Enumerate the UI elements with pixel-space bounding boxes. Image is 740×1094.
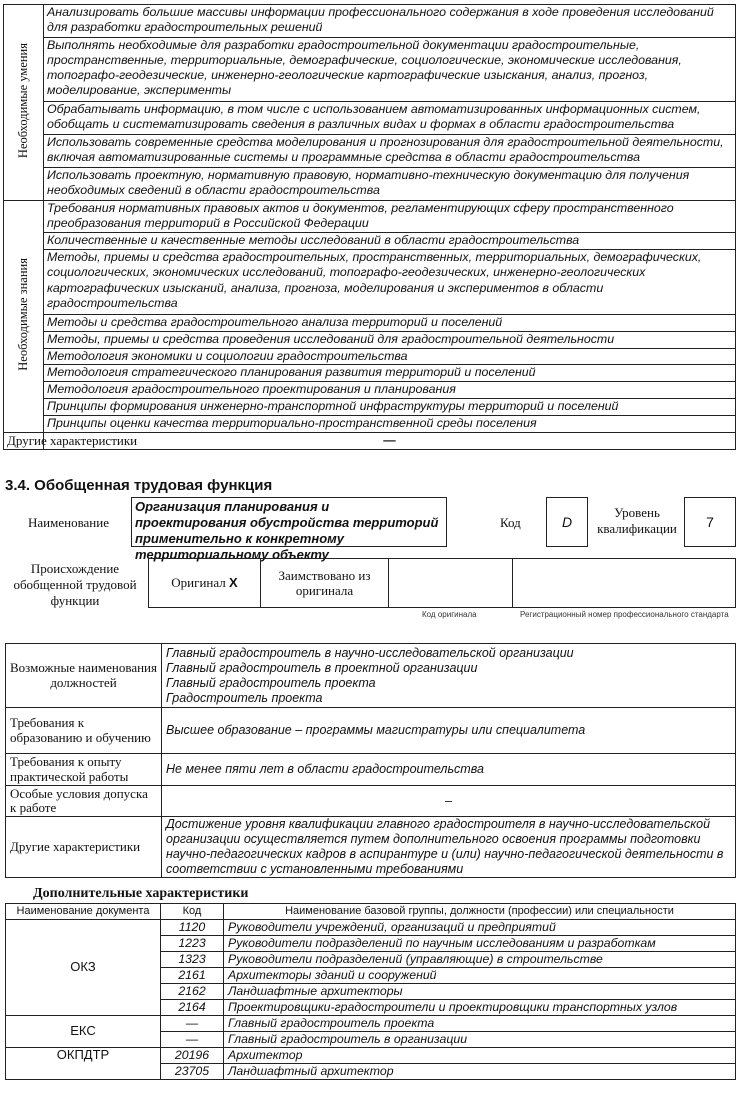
knowledge-item: Количественные и качественные методы исследований в области градостроительства (44, 233, 736, 250)
code-cell: 2162 (161, 984, 224, 1000)
table-row (4, 167, 736, 200)
table-row (4, 399, 736, 416)
registration-number-cell (513, 559, 736, 608)
table-row (6, 920, 736, 936)
doc-eks: ЕКС (6, 1016, 161, 1048)
code-box (546, 497, 588, 547)
name-label: Наименование (28, 515, 109, 530)
experience-value: Не менее пяти лет в области градостроительства (162, 754, 736, 786)
knowledge-item: Методы, приемы и средства проведения исследований для градостроительной деятельности (44, 331, 736, 348)
other-label: Другие характеристики (6, 817, 162, 878)
title-item: Градостроитель проекта (166, 690, 323, 705)
header-name: Наименование базовой группы, должности (профессии) или специальности (224, 904, 736, 920)
code-label: Код (500, 515, 521, 530)
table-header-row (6, 904, 736, 920)
conditions-label: Особые условия допуска к работе (6, 786, 162, 817)
table-row (4, 382, 736, 399)
origin-label: Происхождение обобщенной трудовой функции (13, 561, 137, 608)
code-cell: 1323 (161, 952, 224, 968)
knowledge-group-label-cell (4, 200, 44, 433)
name-cell: Проектировщики-градостроители и проектировщики транспортных узлов (224, 1000, 736, 1016)
conditions-value: – (162, 786, 736, 817)
name-cell: Ландшафтный архитектор (224, 1064, 736, 1080)
skills-group-label: Необходимые умения (15, 42, 30, 158)
doc-okpdtr: ОКПДТР (6, 1048, 161, 1080)
code-cell: 2164 (161, 1000, 224, 1016)
table-row (4, 5, 736, 38)
knowledge-item: Принципы формирования инженерно-транспортной инфраструктуры территорий и поселений (44, 399, 736, 416)
name-cell: Главный градостроитель в организации (224, 1032, 736, 1048)
knowledge-item: Требования нормативных правовых актов и документов, регламентирующих сферу пространственного преобразования территорий в Российской Федерации (44, 200, 736, 233)
education-value: Высшее образование – программы магистратуры или специалитета (162, 708, 736, 754)
knowledge-item: Принципы оценки качества территориально-пространственной среды поселения (44, 416, 736, 433)
code-cell: 1120 (161, 920, 224, 936)
level-box (684, 497, 736, 547)
name-cell: Руководители учреждений, организаций и предприятий (224, 920, 736, 936)
skill-item: Выполнять необходимые для разработки градостроительной документации градостроительные, пространственные, территориальные, демографические, социологические, экономические исследования, топографо-геодезические, инженерно-геологические картографические изыскания, анализ, прогноз, моделирование, эксперименты (44, 37, 736, 101)
level-label: Уровень квалификации (597, 505, 677, 536)
table-row (149, 559, 736, 608)
table-row (6, 754, 736, 786)
origin-table (148, 558, 736, 608)
name-cell: Ландшафтные архитекторы (224, 984, 736, 1000)
skill-item: Использовать проектную, нормативную правовую, нормативно-техническую документацию для получения необходимых сведений в области градостроительства (44, 167, 736, 200)
registration-caption: Регистрационный номер профессионального стандарта (520, 610, 729, 619)
original-mark: X (229, 575, 238, 590)
skill-item: Анализировать большие массивы информации профессионального содержания в ходе проведения исследований для разработки градостроительных решений (44, 5, 736, 38)
table-row (4, 331, 736, 348)
positions-table (5, 643, 736, 878)
borrowed-cell: Заимствовано из оригинала (261, 559, 389, 608)
skills-knowledge-table (3, 4, 736, 450)
code-cell: 1223 (161, 936, 224, 952)
name-cell: Руководители подразделений (управляющие) в строительстве (224, 952, 736, 968)
knowledge-item: Методология стратегического планирования развития территорий и поселений (44, 365, 736, 382)
additional-table (5, 903, 736, 1080)
titles-cell (162, 644, 736, 708)
table-row (4, 365, 736, 382)
titles-label: Возможные наименования должностей (6, 644, 162, 708)
table-row (4, 102, 736, 135)
section-title: 3.4. Обобщенная трудовая функция (5, 477, 273, 494)
code-cell: — (161, 1032, 224, 1048)
title-item: Главный градостроитель в проектной организации (166, 660, 478, 675)
header-code: Код (161, 904, 224, 920)
table-row (4, 348, 736, 365)
other-characteristics-label-text: Другие характеристики (7, 433, 138, 449)
name-cell: Архитекторы зданий и сооружений (224, 968, 736, 984)
table-row (6, 644, 736, 708)
header-document: Наименование документа (6, 904, 161, 920)
table-row (4, 200, 736, 233)
experience-label: Требования к опыту практической работы (6, 754, 162, 786)
code-cell: 2161 (161, 968, 224, 984)
skills-group-label-cell (4, 5, 44, 201)
table-row (6, 1016, 736, 1032)
name-cell: Главный градостроитель проекта (224, 1016, 736, 1032)
original-code-cell (389, 559, 513, 608)
title-item: Главный градостроитель в научно-исследовательской организации (166, 645, 574, 660)
code-value: D (561, 514, 573, 530)
education-label: Требования к образованию и обучению (6, 708, 162, 754)
skill-item: Использовать современные средства моделирования и прогнозирования для градостроительной деятельности, включая автоматизированные системы и программные средства в области градостроительства (44, 135, 736, 168)
table-row (4, 250, 736, 314)
knowledge-group-label: Необходимые знания (15, 257, 30, 371)
knowledge-item: Методология экономики и социологии градостроительства (44, 348, 736, 365)
original-label: Оригинал (171, 575, 226, 590)
code-cell: 20196 (161, 1048, 224, 1064)
additional-title: Дополнительные характеристики (33, 886, 249, 901)
code-cell: 23705 (161, 1064, 224, 1080)
code-original-caption: Код оригинала (422, 610, 477, 619)
knowledge-item: Методология градостроительного проектирования и планирования (44, 382, 736, 399)
skill-item: Обрабатывать информацию, в том числе с использованием автоматизированных информационных систем, обобщать и систематизировать сведения в различных видах и формах в области градостроительства (44, 102, 736, 135)
table-row (4, 37, 736, 101)
name-cell: Руководители подразделений по научным исследованиям и разработкам (224, 936, 736, 952)
other-value: Достижение уровня квалификации главного градостроителя в научно-исследовательской организации осуществляется путем дополнительного освоения программы подготовки научно-педагогических кадров в аспирантуре и (или) научно-педагогической деятельности в соответствии с установленными требованиями (162, 817, 736, 878)
function-name-value: Организация планирования и проектирования обустройства территорий применительно к конкретному территориальному объекту (131, 497, 447, 547)
code-cell: — (161, 1016, 224, 1032)
title-item: Главный градостроитель проекта (166, 675, 376, 690)
table-row (4, 433, 736, 450)
table-row (6, 817, 736, 878)
other-characteristics-value: — (44, 433, 736, 450)
table-row (4, 314, 736, 331)
original-cell (149, 559, 261, 608)
knowledge-item: Методы и средства градостроительного анализа территорий и поселений (44, 314, 736, 331)
name-cell: Архитектор (224, 1048, 736, 1064)
knowledge-item: Методы, приемы и средства градостроительных, пространственных, территориальных, демографических, социологических, экономических исследований, топографо-геодезических, инженерно-геологических картографических изысканий, анализа, прогноза, моделирования и экспериментов в области градостроительства (44, 250, 736, 314)
other-characteristics-label (4, 433, 138, 450)
table-row (6, 786, 736, 817)
table-row (6, 708, 736, 754)
doc-okz: ОКЗ (6, 920, 161, 1016)
level-value: 7 (706, 514, 714, 530)
table-row (4, 416, 736, 433)
table-row (6, 1048, 736, 1064)
table-row (4, 135, 736, 168)
table-row (4, 233, 736, 250)
